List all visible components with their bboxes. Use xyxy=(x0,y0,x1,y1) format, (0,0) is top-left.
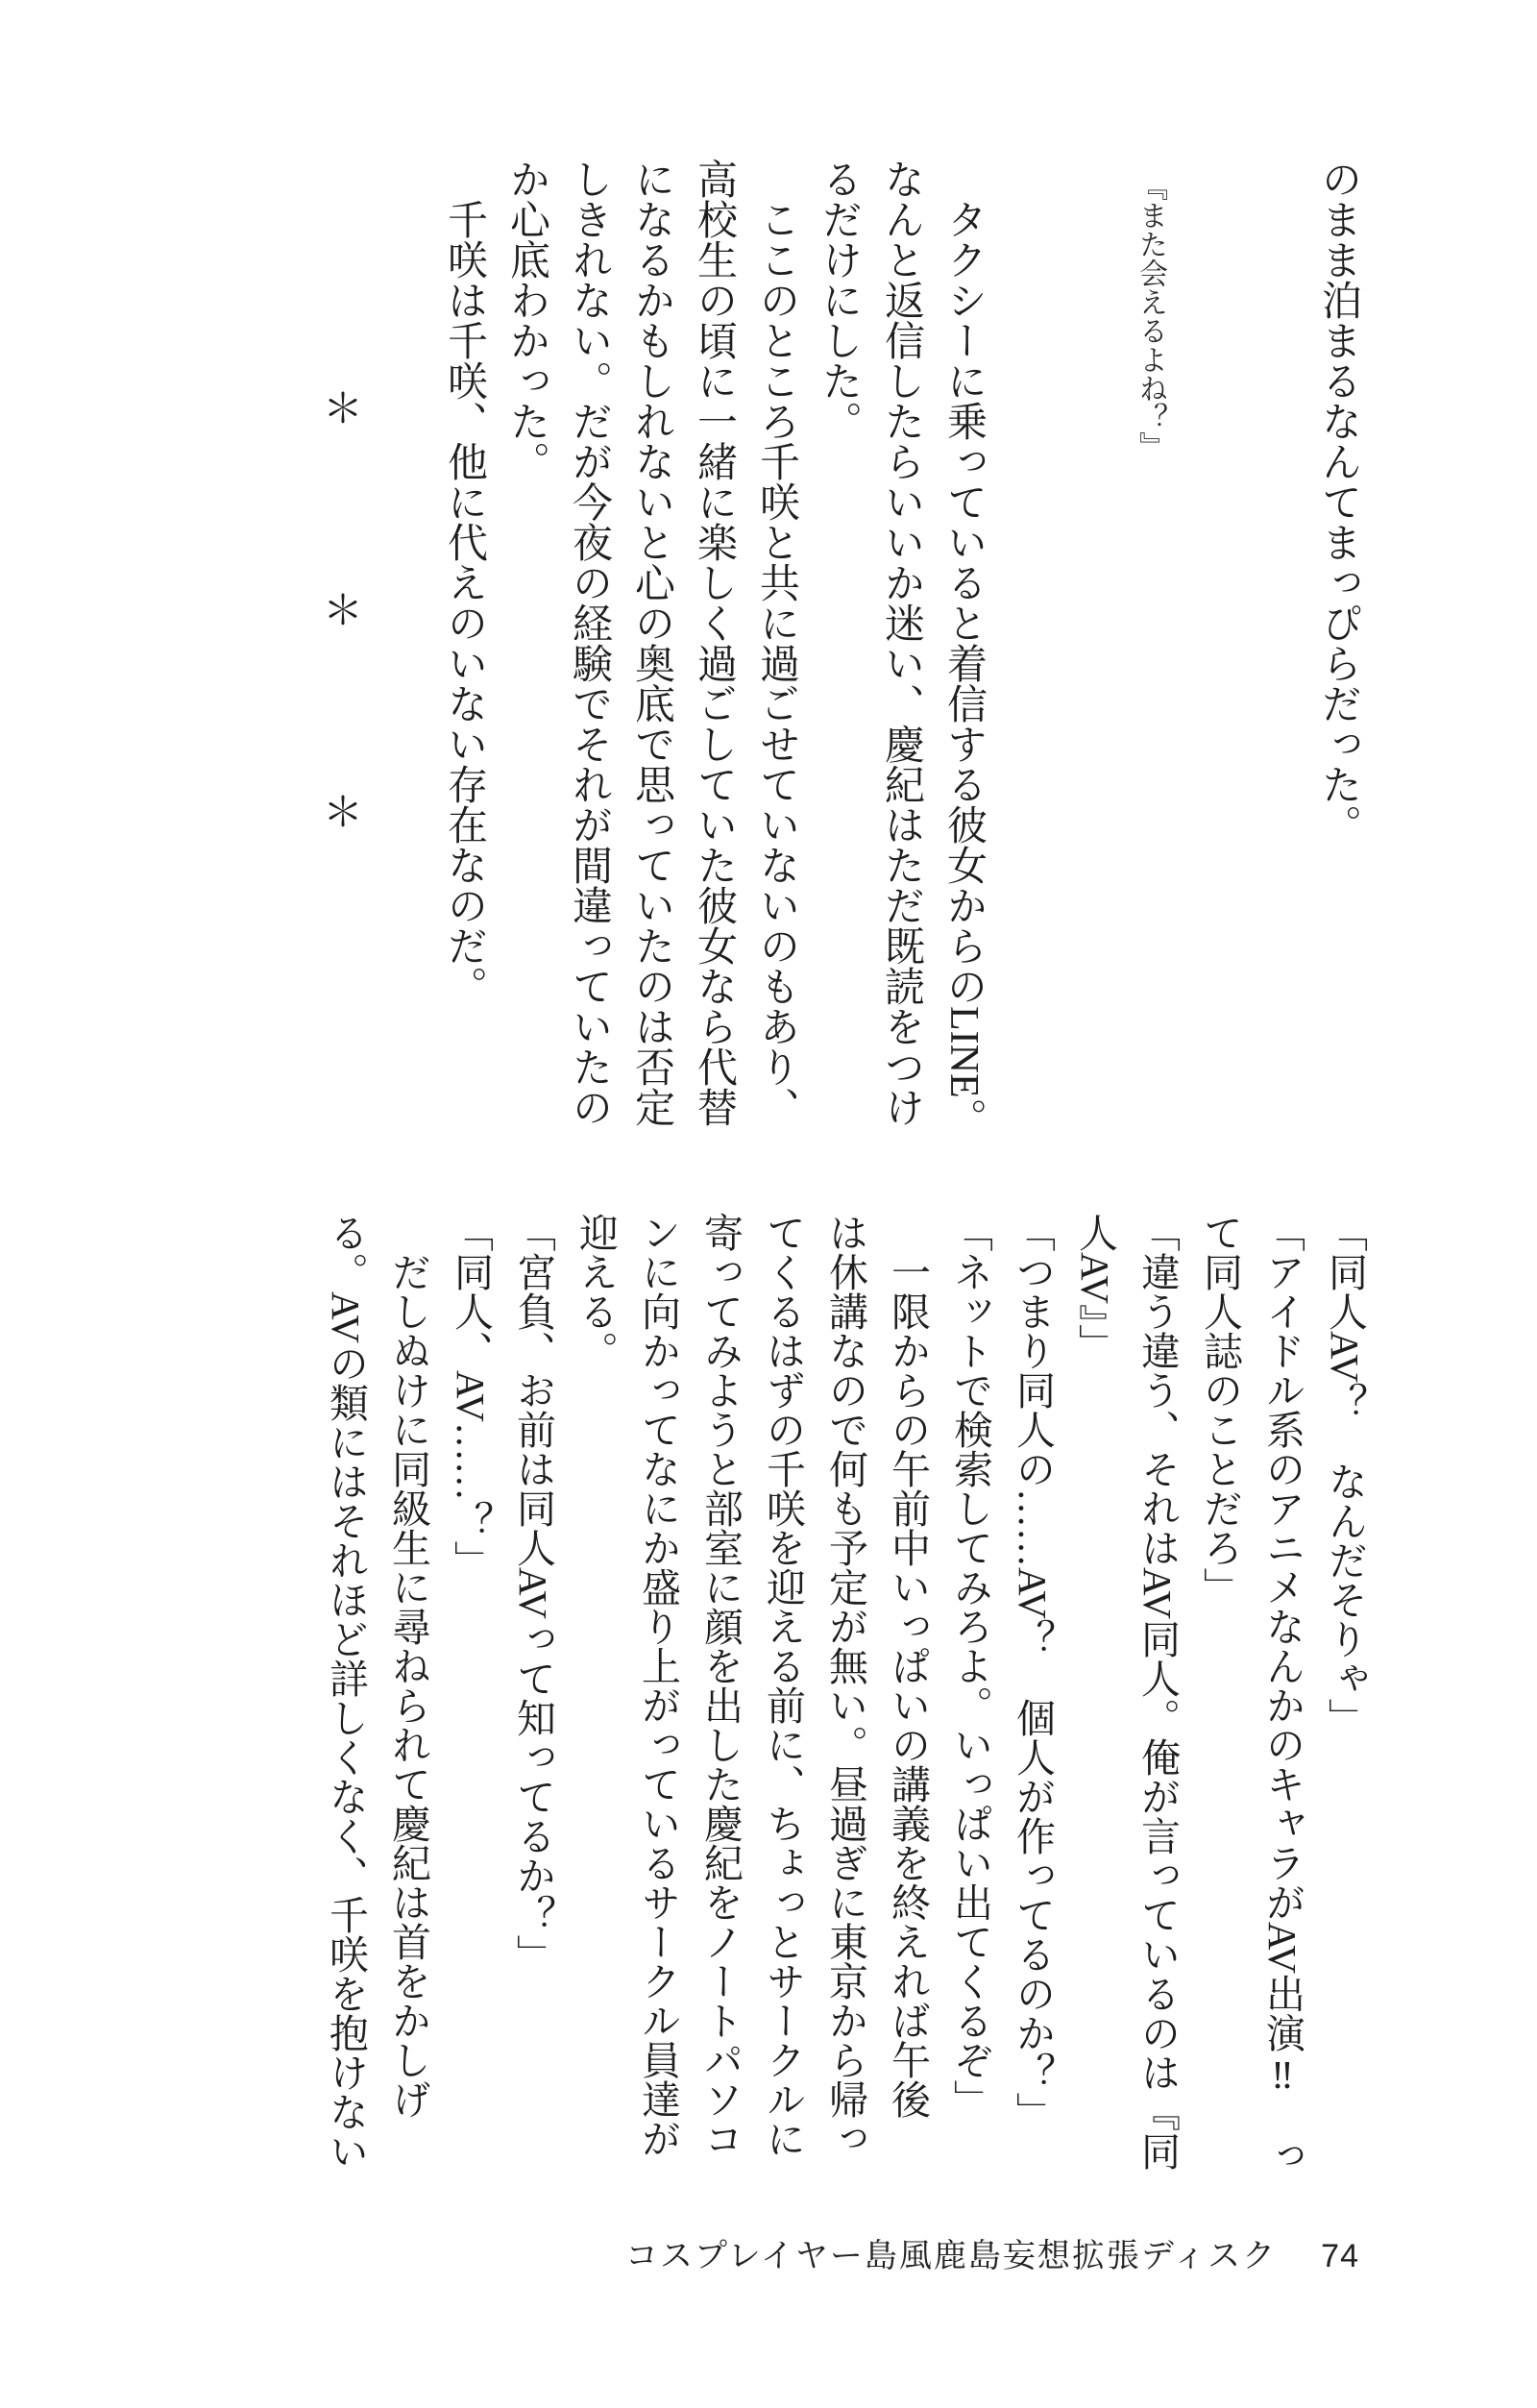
line-message: 『また会えるよね？』 xyxy=(1134,172,1166,460)
text-column: 一限からの午前中いっぱいの講義を終えれば午後 xyxy=(886,1213,930,2119)
text-column: 「同人、AV……？」 xyxy=(449,1213,493,1580)
text-column: だしぬけに同級生に尋ねられて慶紀は首をかしげ xyxy=(386,1213,430,2119)
upper-text-block xyxy=(303,159,1369,1177)
text-column: 「違う違う、それはAV同人。俺が言っているのは『同 xyxy=(1135,1213,1180,2171)
text-column: 「宮負、お前は同人AVって知ってるか？」 xyxy=(511,1213,555,1974)
text-column: になるかもしれないと心の奥底で思っていたのは否定 xyxy=(629,159,673,1127)
text-column: 「つまり同人の……AV？ 個人が作ってるのか？」 xyxy=(1011,1213,1055,2131)
text-column xyxy=(994,159,1057,1177)
book-title: コスプレイヤー島風鹿島妄想拡張ディスク xyxy=(624,2238,1278,2274)
text-column: か心底わかった。 xyxy=(504,159,549,481)
text-column xyxy=(1057,159,1119,1177)
text-column: 寄ってみようと部室に顔を出した慶紀をノートパソコ xyxy=(698,1213,743,2158)
text-column: なんと返信したらいいか迷い、慶紀はただ既読をつけ xyxy=(879,159,923,1127)
footer xyxy=(603,2192,1359,2276)
text-column: 「アイドル系のアニメなんかのキャラがAV出演‼ っ xyxy=(1260,1213,1305,2175)
text-column: てくるはずの千咲を迎える前に、ちょっとサークルに xyxy=(761,1213,805,2158)
section-separator: ＊ ＊ ＊ xyxy=(317,387,361,831)
text-column: るだけにした。 xyxy=(817,159,861,441)
text-column: 千咲は千咲、他に代えのいない存在なのだ。 xyxy=(442,159,486,1006)
text-column: 人AV』」 xyxy=(1073,1213,1117,1364)
text-column: 「ネットで検索してみろよ。いっぱい出てくるぞ」 xyxy=(948,1213,992,2119)
text-column: ンに向かってなにか盛り上がっているサークル員達が xyxy=(636,1213,680,2158)
text-column: て同人誌のことだろ」 xyxy=(1198,1213,1242,1607)
text-column: は休講なので何も予定が無い。昼過ぎに東京から帰っ xyxy=(823,1213,867,2158)
text-column: 高校生の頃に一緒に楽しく過ごしていた彼女なら代替 xyxy=(692,159,736,1127)
text-column: のまま泊まるなんてまっぴらだった。 xyxy=(1316,159,1360,845)
text-column: しきれない。だが今夜の経験でそれが間違っていたの xyxy=(567,159,611,1127)
text-column: ここのところ千咲と共に過ごせていないのもあり、 xyxy=(754,159,798,1127)
text-column: タクシーに乗っていると着信する彼女からのLINE。 xyxy=(941,159,986,1139)
page-number: 74 xyxy=(1321,2238,1359,2274)
lower-text-block xyxy=(309,1213,1376,2183)
text-column: 「同人AV？ なんだそりゃ」 xyxy=(1323,1213,1367,1737)
text-column xyxy=(1182,159,1244,1177)
text-column xyxy=(1244,159,1306,1177)
text-column xyxy=(370,159,432,1177)
text-column: る。AVの類にはそれほど詳しくなく、千咲を抱けない xyxy=(324,1213,368,2171)
text-column: 迎える。 xyxy=(573,1213,618,1370)
